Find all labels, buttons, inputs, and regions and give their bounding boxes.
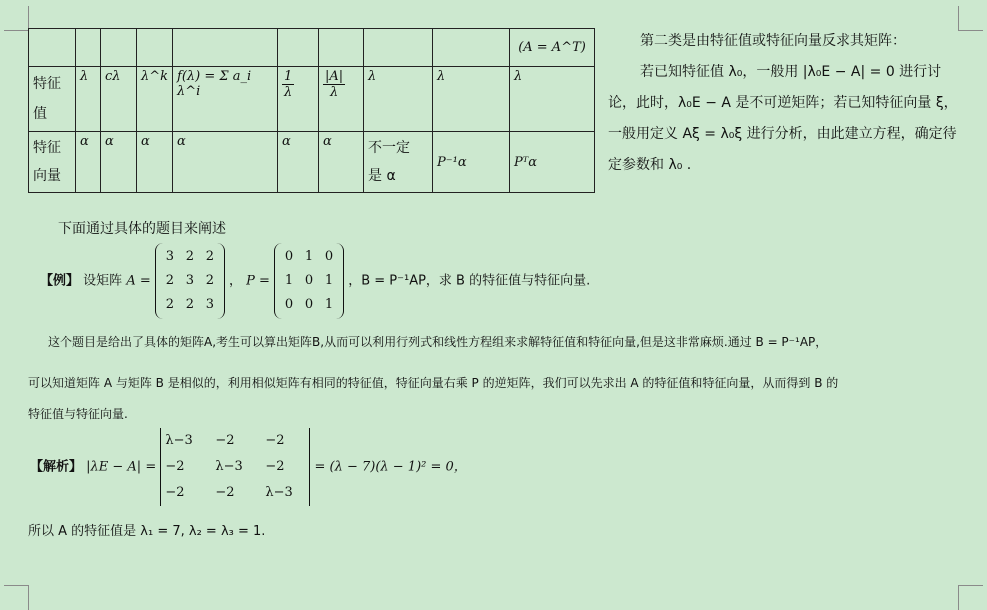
table-row-eigenvalue (29, 67, 595, 132)
example-text-post: ，B = P⁻¹AP，求 B 的特征值与特征向量. (348, 273, 591, 289)
paragraph-line-3: 特征值与特征向量. (28, 407, 128, 421)
row-label-eigenvalue: 特征 值 (29, 67, 76, 132)
matrix-A-label: A = (126, 273, 151, 289)
cell-eigvec: α (173, 132, 278, 193)
example-line: 【例】 设矩阵 A = 3 2 2 2 3 2 2 2 3 ， P = 0 1 0 1 0 1 0 0 1 ，B = P⁻¹AP，求 B 的特征值与特征向量. (40, 243, 590, 319)
table-header-row (29, 29, 595, 67)
table-row-eigenvector (29, 132, 595, 193)
cell-eigvec-pt: Pᵀα (510, 132, 595, 193)
cell-eigval: f(λ) = Σ a_i λ^i (173, 67, 278, 132)
conclusion-line: 所以 A 的特征值是 λ₁ = 7, λ₂ = λ₃ = 1. (28, 524, 266, 539)
header-symmetric: (A = A^T) (510, 29, 595, 67)
solution-line (30, 428, 467, 506)
eigen-table (28, 28, 595, 193)
solution-tag: 【解析】 (30, 459, 83, 475)
cell-eigval: λ^k (137, 67, 173, 132)
cell-eigvec: α (137, 132, 173, 193)
cell-eigval: $\frac{|A|}{\lambda}$ (319, 67, 364, 132)
matrix-P-label: P = (246, 273, 270, 289)
example-text-pre: 设矩阵 (83, 273, 123, 289)
solution-rhs: = (λ − 7)(λ − 1)² = 0， (314, 459, 467, 475)
cell-eigvec: α (101, 132, 137, 193)
cell-eigvec-not-fixed: 不一定 是 α (364, 132, 433, 193)
cell-eigvec: α (319, 132, 364, 193)
row-label-eigenvector: 特征 向量 (29, 132, 76, 193)
cell-eigval: λ (433, 67, 510, 132)
side-paragraph-2: 若已知特征值 λ₀，一般用 |λ₀E − A| = 0 进行讨论，此时，λ₀E − A 是不可逆矩阵；若已知特征向量 ξ，一般用定义 Aξ = λ₀ξ 进行分析，由此建立方程，确定待定参数和 λ₀ . (608, 64, 958, 173)
page-corner-mark (4, 6, 29, 31)
cell-eigval: $\frac{1}{\lambda}$ (278, 67, 319, 132)
cell-eigval: λ (510, 67, 595, 132)
matrix-P: 0 1 0 1 0 1 0 0 1 (274, 243, 344, 319)
page-corner-mark (4, 585, 29, 610)
cell-eigvec: α (278, 132, 319, 193)
paragraph-line-2: 可以知道矩阵 A 与矩阵 B 是相似的，利用相似矩阵有相同的特征值，特征向量右乘 P 的逆矩阵，我们可以先求出 A 的特征值和特征向量，从而得到 B 的 (28, 376, 839, 390)
solution-lhs: |λE − A| = (86, 459, 157, 475)
cell-eigvec-pinv: P⁻¹α (433, 132, 510, 193)
cell-eigval: λ (76, 67, 101, 132)
example-tag: 【例】 (40, 273, 80, 289)
matrix-A: 3 2 2 2 3 2 2 2 3 (155, 243, 225, 319)
page-corner-mark (958, 585, 983, 610)
cell-eigvec: α (76, 132, 101, 193)
side-text (608, 26, 963, 181)
cell-eigval: cλ (101, 67, 137, 132)
intro-line: 下面通过具体的题目来阐述 (58, 221, 226, 237)
side-paragraph-1: 第二类是由特征值或特征向量反求其矩阵： (640, 33, 906, 49)
paragraph-line-1: 这个题目是给出了具体的矩阵A,考生可以算出矩阵B,从而可以利用行列式和线性方程组来求解特征值和特征向量,但是这非常麻烦.通过 B = P⁻¹AP， (48, 335, 828, 349)
cell-eigval: λ (364, 67, 433, 132)
determinant: λ−3 −2 −2 −2 λ−3 −2 −2 −2 λ−3 (160, 428, 310, 506)
